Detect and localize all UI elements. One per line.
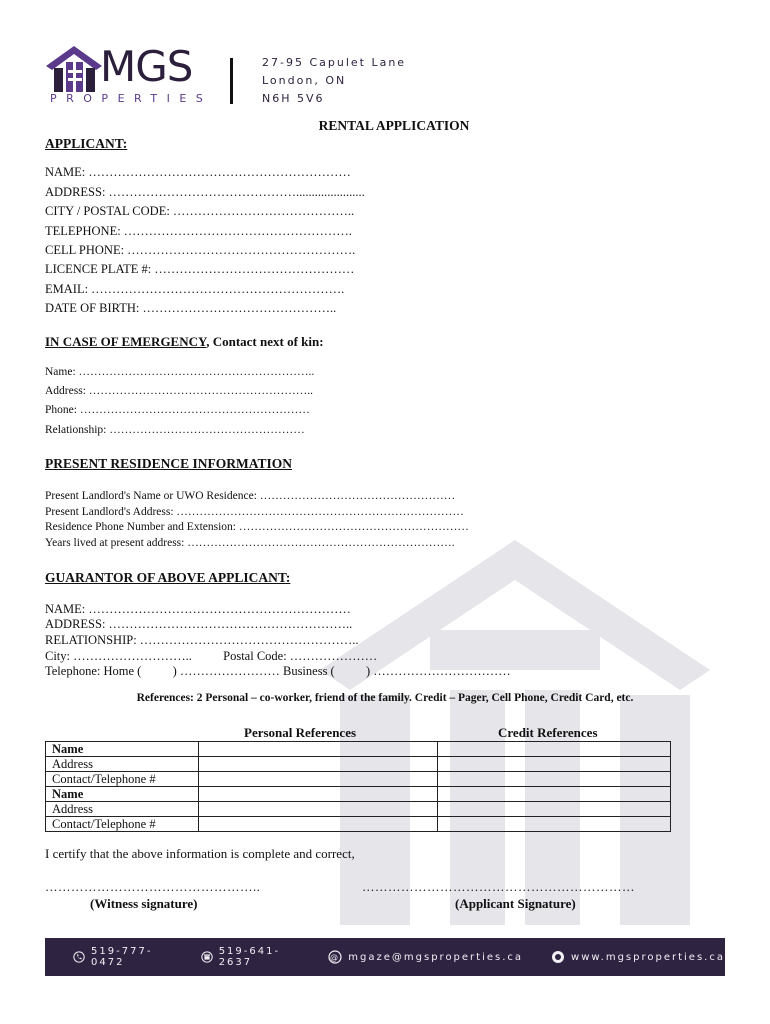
logo-wordmark: MGS	[100, 42, 193, 91]
credit-cell[interactable]	[438, 802, 671, 817]
table-row	[46, 817, 671, 832]
personal-references-heading: Personal References	[244, 725, 357, 740]
witness-signature-label: (Witness signature)	[90, 896, 198, 911]
row-label: Contact/Telephone #	[46, 772, 199, 787]
applicant-telephone-field[interactable]: TELEPHONE: ……………………………………………….	[45, 224, 352, 238]
guarantor-city-postal-field[interactable]: City: ……………………….. Postal Code: …………………	[45, 649, 378, 663]
references-table	[45, 741, 671, 832]
guarantor-address-field[interactable]: ADDRESS: …………………………………………………..	[45, 617, 353, 631]
applicant-address-field[interactable]: ADDRESS: ………………………………………......................	[45, 185, 365, 199]
email-text[interactable]: mgaze@mgsproperties.ca	[348, 951, 524, 963]
house-logo-icon	[44, 44, 104, 94]
personal-cell[interactable]	[199, 802, 438, 817]
phone-2-text: 519-641-2637	[218, 946, 281, 968]
applicant-heading: APPLICANT:	[45, 136, 128, 151]
address-line-1: 27-95 Capulet Lane	[262, 56, 407, 69]
credit-cell[interactable]	[438, 817, 671, 832]
row-label: Contact/Telephone #	[46, 817, 199, 832]
credit-cell[interactable]	[438, 757, 671, 772]
residence-phone-field[interactable]: Residence Phone Number and Extension: ……………………………………………………	[45, 521, 469, 533]
emergency-name-field[interactable]: Name: ……………………………………………………..	[45, 366, 315, 378]
row-label: Name	[46, 742, 199, 757]
phone-icon	[73, 950, 85, 964]
footer-phone-2	[201, 946, 301, 968]
table-row	[46, 772, 671, 787]
credit-cell[interactable]	[438, 772, 671, 787]
landlord-name-field[interactable]: Present Landlord's Name or UWO Residence: ……………………………………………	[45, 490, 456, 502]
contact-footer	[45, 938, 725, 976]
phone-1-text: 519-777-0472	[91, 946, 153, 968]
credit-cell[interactable]	[438, 742, 671, 757]
residence-heading: PRESENT RESIDENCE INFORMATION	[45, 456, 293, 471]
personal-cell[interactable]	[199, 742, 438, 757]
applicant-name-field[interactable]: NAME: ………………………………………………………	[45, 165, 351, 179]
guarantor-relationship-field[interactable]: RELATIONSHIP: ……………………………………………..	[45, 633, 359, 647]
personal-cell[interactable]	[199, 772, 438, 787]
company-logo	[44, 40, 224, 106]
personal-cell[interactable]	[199, 757, 438, 772]
header-divider	[230, 58, 233, 104]
applicant-email-field[interactable]: EMAIL: …………………………………………………….	[45, 282, 345, 296]
page-title: RENTAL APPLICATION	[318, 118, 470, 133]
applicant-signature-line[interactable]: ………………………………………………………	[362, 880, 635, 894]
footer-website[interactable]	[551, 950, 725, 964]
credit-references-heading: Credit References	[498, 725, 598, 740]
credit-cell[interactable]	[438, 787, 671, 802]
emergency-phone-field[interactable]: Phone: ……………………………………………………	[45, 404, 310, 416]
at-sign-icon	[328, 950, 342, 964]
applicant-cell-field[interactable]: CELL PHONE: ……………………………………………….	[45, 243, 356, 257]
emergency-address-field[interactable]: Address: …………………………………………………..	[45, 385, 314, 397]
row-label: Address	[46, 757, 199, 772]
footer-phone-1	[73, 946, 173, 968]
globe-icon	[551, 950, 565, 964]
applicant-signature-label: (Applicant Signature)	[455, 896, 576, 911]
applicant-licence-field[interactable]: LICENCE PLATE #: …………………………………………	[45, 262, 355, 276]
guarantor-name-field[interactable]: NAME: ………………………………………………………	[45, 602, 351, 616]
logo-subtitle: PROPERTIES	[50, 92, 213, 105]
emergency-heading: IN CASE OF EMERGENCY, Contact next of kin:	[45, 334, 324, 349]
footer-email[interactable]	[328, 950, 523, 964]
row-label: Address	[46, 802, 199, 817]
references-note: References: 2 Personal – co-worker, friend of the family. Credit – Pager, Cell Phone, Credit Card, etc.	[136, 692, 634, 704]
personal-cell[interactable]	[199, 817, 438, 832]
website-text[interactable]: www.mgsproperties.ca	[571, 951, 725, 963]
table-row	[46, 742, 671, 757]
personal-cell[interactable]	[199, 787, 438, 802]
certification-statement: I certify that the above information is complete and correct,	[45, 846, 355, 861]
row-label: Name	[46, 787, 199, 802]
emergency-relationship-field[interactable]: Relationship: ……………………………………………	[45, 424, 305, 436]
years-lived-field[interactable]: Years lived at present address: …………………………………………………………….	[45, 537, 455, 549]
address-line-2: London, ON	[262, 74, 347, 87]
svg-text:@: @	[330, 953, 341, 962]
guarantor-heading: GUARANTOR OF ABOVE APPLICANT:	[45, 570, 291, 585]
telephone-icon	[201, 950, 213, 964]
table-row	[46, 802, 671, 817]
witness-signature-line[interactable]: …………………………………………..	[45, 880, 261, 894]
table-row	[46, 757, 671, 772]
address-line-3: N6H 5V6	[262, 92, 325, 105]
guarantor-telephone-field[interactable]: Telephone: Home ( ) …………………… Business ( ) ……………………………	[45, 664, 511, 678]
landlord-address-field[interactable]: Present Landlord's Address: …………………………………………………………………	[45, 506, 464, 518]
applicant-dob-field[interactable]: DATE OF BIRTH: ………………………………………..	[45, 301, 337, 315]
applicant-city-postal-field[interactable]: CITY / POSTAL CODE: ……………………………………..	[45, 204, 355, 218]
table-row	[46, 787, 671, 802]
